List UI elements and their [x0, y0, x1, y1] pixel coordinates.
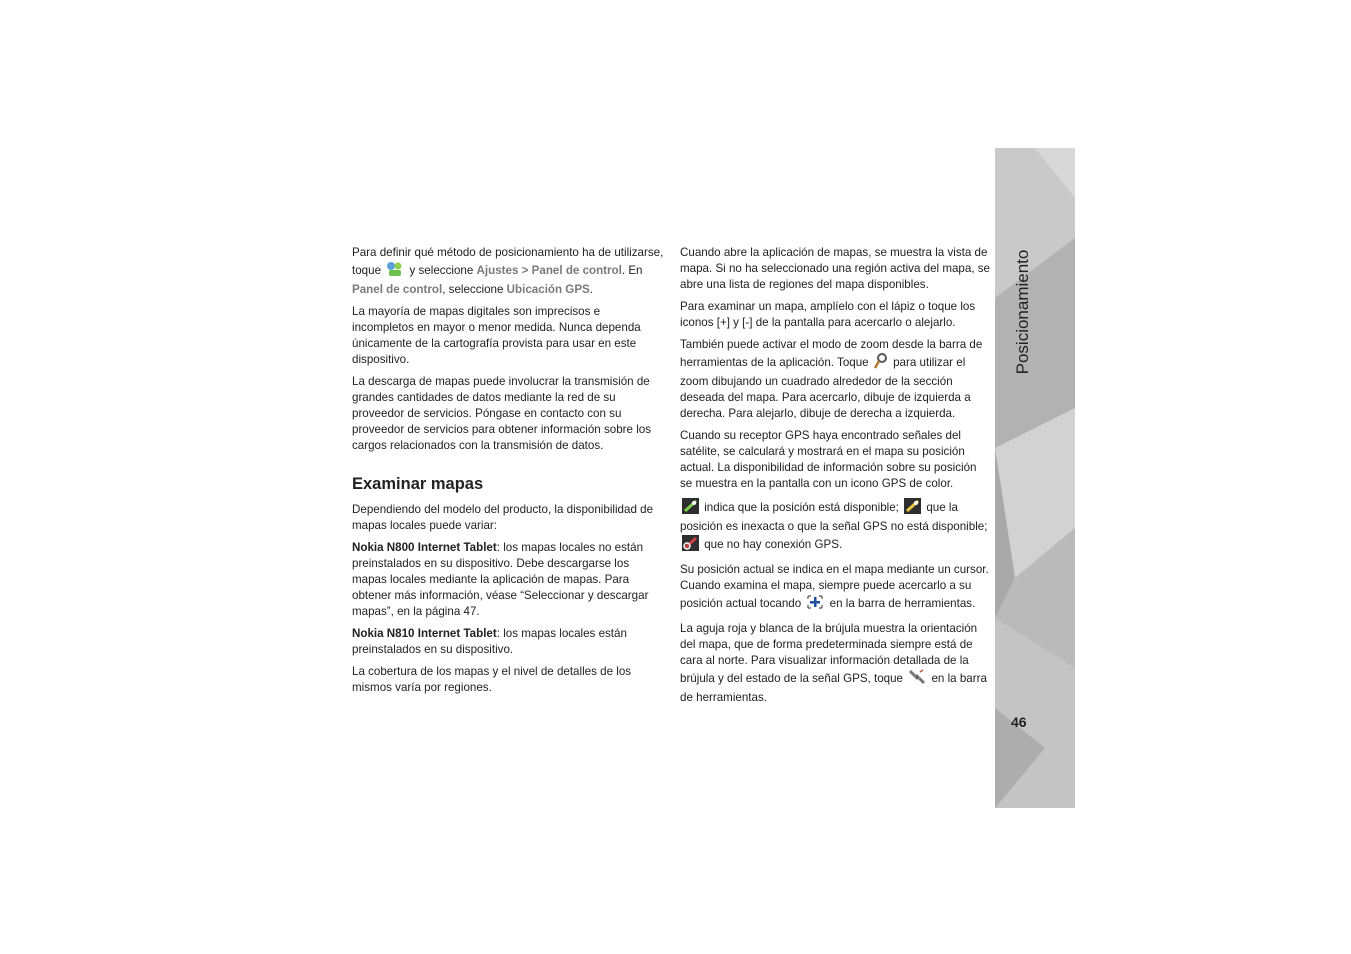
map-view-paragraph: Cuando abre la aplicación de mapas, se muestra la vista de mapa. Si no ha seleccionado una región activa del mapa, se abre una lista de regiones del mapa disponibles. — [680, 246, 991, 291]
tab-texture — [995, 148, 1075, 808]
accuracy-warning-paragraph: La mayoría de mapas digitales son imprecisos e incompletos en mayor o menor medida. Nunca dependa únicamente de la cartografía provista para usar en este dispositivo. — [352, 305, 641, 366]
zoom-tool-icon — [874, 353, 888, 374]
text: en la barra de herramientas. — [829, 597, 976, 610]
text: , seleccione — [442, 283, 504, 296]
text: : los mapas locales están preinstalados en su dispositivo. — [352, 627, 627, 656]
section-title: Posicionamiento — [1013, 249, 1032, 375]
page-number: 46 — [1011, 714, 1027, 730]
text: También puede activar el modo de zoom desde la barra de herramientas de la aplicación. Toque — [680, 338, 983, 369]
availability-paragraph: Dependiendo del modelo del producto, la disponibilidad de mapas locales puede variar: — [352, 503, 654, 532]
gps-inaccurate-icon — [904, 498, 921, 519]
gps-icons-paragraph — [680, 498, 990, 556]
text: en la barra de herramientas. — [680, 672, 987, 704]
model-name: Nokia N810 Internet Tablet — [352, 627, 497, 640]
section-tab — [995, 148, 1075, 808]
compass-paragraph — [680, 621, 990, 706]
section-heading: Examinar mapas — [352, 475, 484, 493]
text: que no hay conexión GPS. — [704, 538, 843, 551]
data-cost-paragraph: La descarga de mapas puede involucrar la transmisión de grandes cantidades de datos mediante la red de su proveedor de servicios. Póngase en contacto con su proveedor de servicios para obtener información sobre los cargos relacionados con la transmisión de datos. — [352, 375, 652, 452]
settings-keyword: Ajustes — [476, 264, 519, 277]
n800-paragraph — [352, 540, 664, 620]
text: que la posición es inexacta o que la señal GPS no está disponible; — [680, 501, 988, 533]
text: y seleccione — [409, 264, 474, 277]
text: La aguja roja y blanca de la brújula muestra la orientación del mapa, que de forma predeterminada siempre está de cara al norte. Para visualizar información detallada de la brújula y del estado de la señal GPS, toque — [680, 622, 978, 685]
text: . — [589, 283, 594, 296]
text: Su posición actual se indica en el mapa mediante un cursor. Cuando examina el mapa, siempre puede acercarlo a su posición actual tocando — [680, 563, 989, 610]
gps-signal-paragraph: Cuando su receptor GPS haya encontrado señales del satélite, se calculará y mostrará en el mapa su posición actual. La disponibilidad de información sobre su posición se muestra en la pantalla con un icono GPS de color. — [680, 429, 977, 490]
gps-location-keyword: Ubicación GPS — [506, 283, 590, 296]
gps-no-connection-icon — [682, 535, 699, 556]
intro-paragraph — [352, 245, 664, 298]
current-position-icon — [806, 594, 824, 615]
n810-paragraph — [352, 626, 664, 658]
text: Para definir qué método de posicionamiento ha de utilizarse, toque — [352, 246, 664, 277]
satellite-icon — [908, 669, 926, 690]
model-name: Nokia N800 Internet Tablet — [352, 541, 497, 554]
control-panel-icon — [386, 261, 404, 282]
control-panel-keyword: Panel de control — [352, 283, 443, 296]
text: : los mapas locales no están preinstalados en su dispositivo. Debe descargarse los mapas locales mediante la aplicación de mapas. Para obtener más información, véase “Seleccionar y descargar mapas”, en la página 47. — [352, 541, 649, 618]
cursor-paragraph — [680, 562, 990, 615]
text: indica que la posición está disponible; — [704, 501, 899, 514]
left-column — [352, 245, 664, 702]
text: para utilizar el zoom dibujando un cuadrado alrededor de la sección deseada del mapa. Para acercarlo, dibuje de izquierda a derecha. Para alejarlo, dibuje de derecha a izquierda. — [680, 356, 971, 420]
menu-separator: > — [521, 264, 529, 277]
zoom-tool-paragraph — [680, 337, 990, 422]
coverage-paragraph: La cobertura de los mapas y el nivel de detalles de los mismos varía por regiones. — [352, 665, 632, 694]
gps-available-icon — [682, 498, 699, 519]
right-column — [680, 245, 990, 712]
text: . En — [621, 264, 643, 277]
control-panel-keyword: Panel de control — [531, 264, 622, 277]
zoom-paragraph: Para examinar un mapa, amplíelo con el lápiz o toque los iconos [+] y [-] de la pantalla para acercarlo o alejarlo. — [680, 300, 976, 329]
